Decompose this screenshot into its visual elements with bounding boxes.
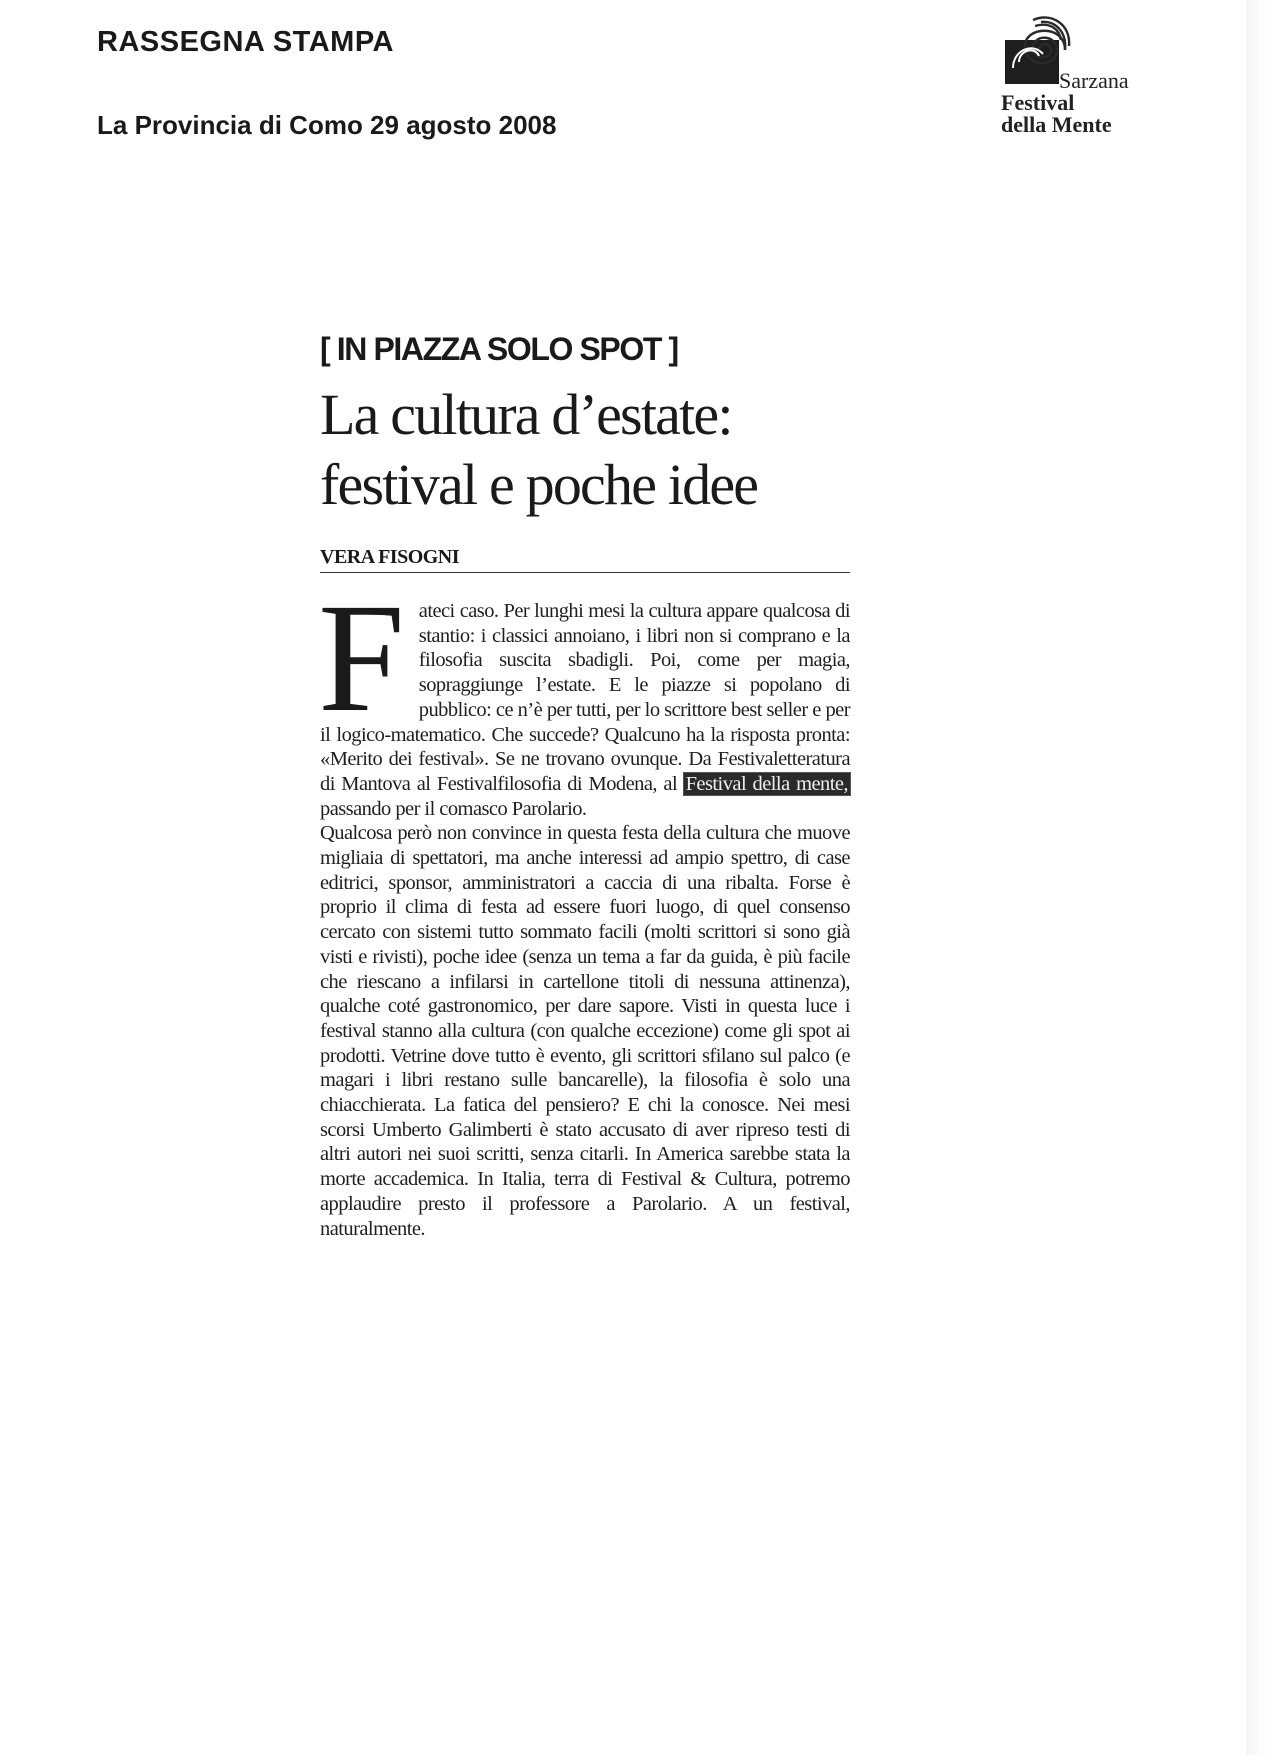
source-date: La Provincia di Como 29 agosto 2008 (97, 110, 557, 140)
article-author: VERA FISOGNI (320, 546, 850, 573)
headline-line-1: La cultura d’estate: (320, 382, 732, 447)
headline-line-2: festival e poche idee (320, 452, 758, 517)
paragraph-1-start: ateci caso. Per lunghi mesi la cultura appare qualcosa di stantio: i classici annoiano, i libri non si comprano e la filosofia suscita sbadigli. Poi, come per magia, sopraggiunge l’estate. E le piazze si popolano di pubblico: ce n’è per tutti, per lo scrittore best seller e per il logico-matematico. Che succede? Qualcuno ha la risposta pronta: «Merito dei festival». Se ne trovano ovunque. Da Festivaletteratura di Mantova al Festivalfilosofia di Modena, al (320, 600, 850, 795)
paragraph-1 (318, 571, 850, 821)
article-headline (320, 380, 850, 520)
highlighted-festival-name: Festival della mente, (685, 772, 848, 795)
article-body (318, 571, 850, 1241)
logo-city: Sarzana (1059, 68, 1129, 93)
logo-della-mente: della Mente (1001, 112, 1112, 137)
drop-cap: F (318, 571, 405, 744)
article-kicker: [ IN PIAZZA SOLO SPOT ] (320, 331, 678, 367)
logo-festival: Festival (1001, 90, 1075, 115)
festival-logo (1001, 10, 1151, 140)
press-review-title: RASSEGNA STAMPA (97, 26, 394, 58)
scan-edge (1246, 0, 1275, 1755)
paragraph-1-end: passando per il comasco Parolario. (320, 797, 587, 820)
paragraph-2: Qualcosa però non convince in questa festa della cultura che muove migliaia di spettatori, ma anche interessi ad ampio spettro, di case editrici, sponsor, amministratori a caccia di una ribalta. Forse è proprio il clima di festa ad essere fuori luogo, di quel consenso cercato con sistemi tutto sommato facili (molti scrittori si sono già visti e rivisti), poche idee (senza un tema a far da guida, è più facile che riescano a infilarsi in cartellone titoli di nessuna attinenza), qualche coté gastronomico, per dare sapore. Visti in questa luce i festival stanno alla cultura (con qualche eccezione) come gli spot ai prodotti. Vetrine dove tutto è evento, gli scrittori sfilano sul palco (e magari i libri restano sulle bancarelle), la filosofia è solo una chiacchierata. La fatica del pensiero? E chi la conosce. Nei mesi scorsi Umberto Galimberti è stato accusato di aver ripreso testi di altri autori nei suoi scritti, senza citarli. In America sarebbe stata la morte accademica. In Italia, terra di Festival & Cultura, potremo applaudire presto il professore a Parolario. A un festival, naturalmente. (320, 822, 850, 1240)
article (320, 330, 850, 1241)
